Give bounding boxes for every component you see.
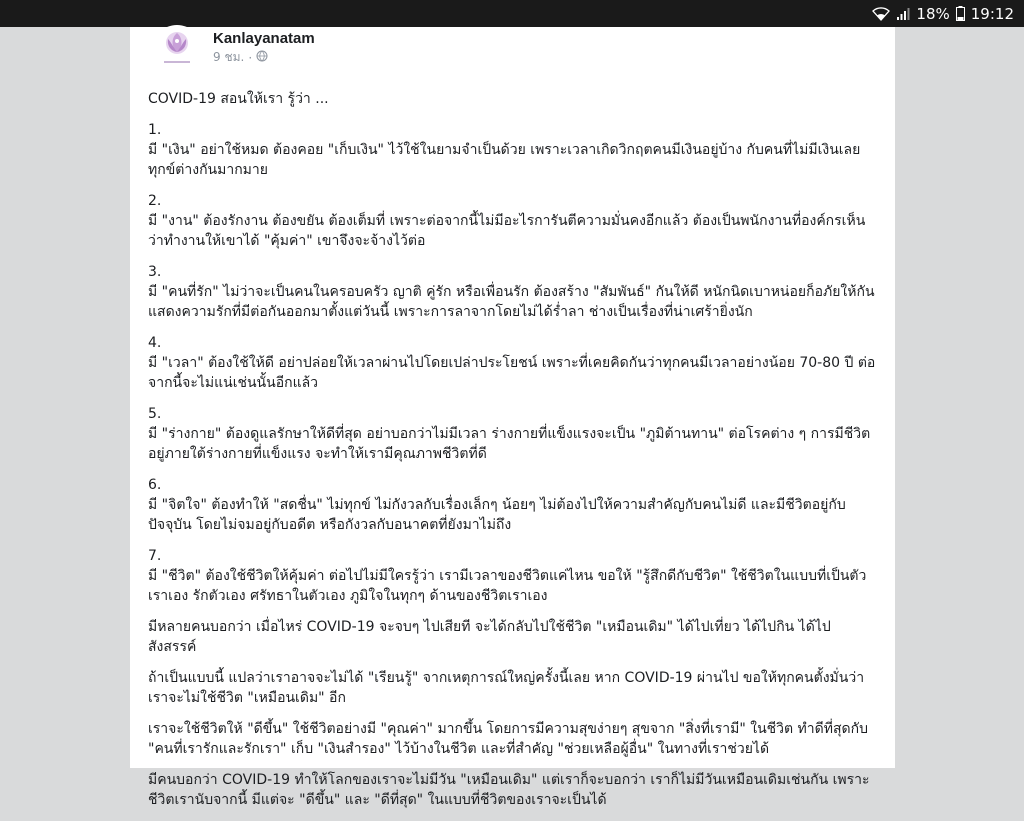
- item-number: 2.: [148, 193, 162, 209]
- closing-paragraph: ถ้าเป็นแบบนี้ แปลว่าเราอาจจะไม่ได้ "เรียนรู้" จากเหตุการณ์ใหญ่ครั้งนี้เลย หาก COVID-19 ผ่านไป ขอให้ทุกคนตั้งมั่นว่า เราจะไม่ใช้ชีวิต "เหมือนเดิม" อีก: [148, 670, 865, 706]
- item-text: มี "งาน" ต้องรักงาน ต้องขยัน ต้องเต็มที่ เพราะต่อจากนี้ไม่มีอะไรการันตีความมั่นคงอีกแล้ว ต้องเป็นพนักงานที่องค์กรเห็นว่าทำงานให้เขาได้ "คุ้มค่า" เขาจึงจะจ้างไว้ต่อ: [148, 213, 866, 249]
- post-intro: COVID-19 สอนให้เรา รู้ว่า ...: [148, 91, 329, 107]
- closing-paragraph: เราจะใช้ชีวิตให้ "ดีขึ้น" ใช้ชีวิตอย่างมี "คุณค่า" มากขึ้น โดยการมีความสุขง่ายๆ สุขจาก "สิ่งที่เรามี" ในชีวิต ทำดีที่สุดกับ "คนที่เรารักและรักเรา" เก็บ "เงินสำรอง" ไว้บ้างในชีวิต และที่สำคัญ "ช่วยเหลือผู้อื่น" ในทางที่เราช่วยได้: [148, 721, 868, 757]
- item-text: มี "คนที่รัก" ไม่ว่าจะเป็นคนในครอบครัว ญาติ คู่รัก หรือเพื่อนรัก ต้องสร้าง "สัมพันธ์" กันให้ดี หนักนิดเบาหน่อยก็อภัยให้กัน แสดงความรักที่มีต่อกันออกมาตั้งแต่วันนี้ เพราะการลาจากโดยไม่ได้ร่ำลา ช่างเป็นเรื่องที่น่าเศร้ายิ่งนัก: [148, 284, 875, 320]
- item-number: 7.: [148, 548, 162, 564]
- post-time[interactable]: 9 ชม.: [213, 50, 245, 64]
- item-number: 3.: [148, 264, 162, 280]
- item-text: มี "เวลา" ต้องใช้ให้ดี อย่าปล่อยให้เวลาผ่านไปโดยเปล่าประโยชน์ เพราะที่เคยคิดกันว่าทุกคนมีเวลาอย่างน้อย 70-80 ปี ต่อจากนี้จะไม่แน่เช่นนั้นอีกแล้ว: [148, 355, 876, 391]
- clock: 19:12: [970, 4, 1014, 23]
- item-number: 1.: [148, 122, 162, 138]
- list-item: [148, 546, 878, 606]
- list-item: [148, 404, 878, 464]
- post-header: [130, 27, 895, 87]
- item-text: มี "เงิน" อย่าใช้หมด ต้องคอย "เก็บเงิน" ไว้ใช้ในยามจำเป็นด้วย เพราะเวลาเกิดวิกฤตคนมีเงินอยู่บ้าง กับคนที่ไม่มีเงินเลย ทุกข์ต่างกันมากมาย: [148, 142, 861, 178]
- meta-separator: ·: [248, 50, 253, 65]
- closing-paragraph: มีคนบอกว่า COVID-19 ทำให้โลกของเราจะไม่มีวัน "เหมือนเดิม" แต่เราก็จะบอกว่า เราก็ไม่มีวันเหมือนเดิมเช่นกัน เพราะชีวิตเรานับจากนี้ มีแต่จะ "ดีขึ้น" และ "ดีที่สุด" ในแบบที่ชีวิตของเราจะเป็นได้: [148, 772, 870, 808]
- list-item: [148, 333, 878, 393]
- item-text: มี "ชีวิต" ต้องใช้ชีวิตให้คุ้มค่า ต่อไปไม่มีใครรู้ว่า เรามีเวลาของชีวิตแค่ไหน ขอให้ "รู้สึกดีกับชีวิต" ใช้ชีวิตในแบบที่เป็นตัวเราเอง รักตัวเอง ศรัทธาในตัวเอง ภูมิใจในทุกๆ ด้านของชีวิตเราเอง: [148, 568, 867, 604]
- list-item: [148, 120, 878, 180]
- lotus-logo[interactable]: [152, 25, 202, 75]
- post-body: [148, 89, 878, 821]
- list-item: [148, 191, 878, 251]
- item-number: 6.: [148, 477, 162, 493]
- item-text: มี "ร่างกาย" ต้องดูแลรักษาให้ดีที่สุด อย่าบอกว่าไม่มีเวลา ร่างกายที่แข็งแรงจะเป็น "ภูมิต้านทาน" ต่อโรคต่าง ๆ การมีชีวิตอยู่ภายใต้ร่างกายที่แข็งแรง จะทำให้เรามีคุณภาพชีวิตที่ดี: [148, 426, 871, 462]
- signal-icon: [896, 7, 910, 21]
- item-text: มี "จิตใจ" ต้องทำให้ "สดชื่น" ไม่ทุกข์ ไม่กังวลกับเรื่องเล็กๆ น้อยๆ ไม่ต้องไปให้ความสำคัญกับคนไม่ดี และมีชีวิตอยู่กับปัจจุบัน โดยไม่จมอยู่กับอดีต หรือกังวลกับอนาคตที่ยังมาไม่ถึง: [148, 497, 846, 533]
- battery-percent: 18%: [916, 4, 950, 23]
- status-bar: [0, 0, 1024, 27]
- item-number: 5.: [148, 406, 162, 422]
- battery-icon: [956, 6, 965, 21]
- globe-icon: [256, 50, 268, 65]
- post-meta: [213, 48, 268, 67]
- item-number: 4.: [148, 335, 162, 351]
- list-item: [148, 475, 878, 535]
- closing-paragraph: มีหลายคนบอกว่า เมื่อไหร่ COVID-19 จะจบๆ ไปเสียที จะได้กลับไปใช้ชีวิต "เหมือนเดิม" ได้ไปเที่ยว ได้ไปกิน ได้ไปสังสรรค์: [148, 619, 831, 655]
- post-author[interactable]: Kanlayanatam: [213, 30, 315, 47]
- list-item: [148, 262, 878, 322]
- wifi-icon: [872, 7, 890, 21]
- post-card: [130, 27, 895, 808]
